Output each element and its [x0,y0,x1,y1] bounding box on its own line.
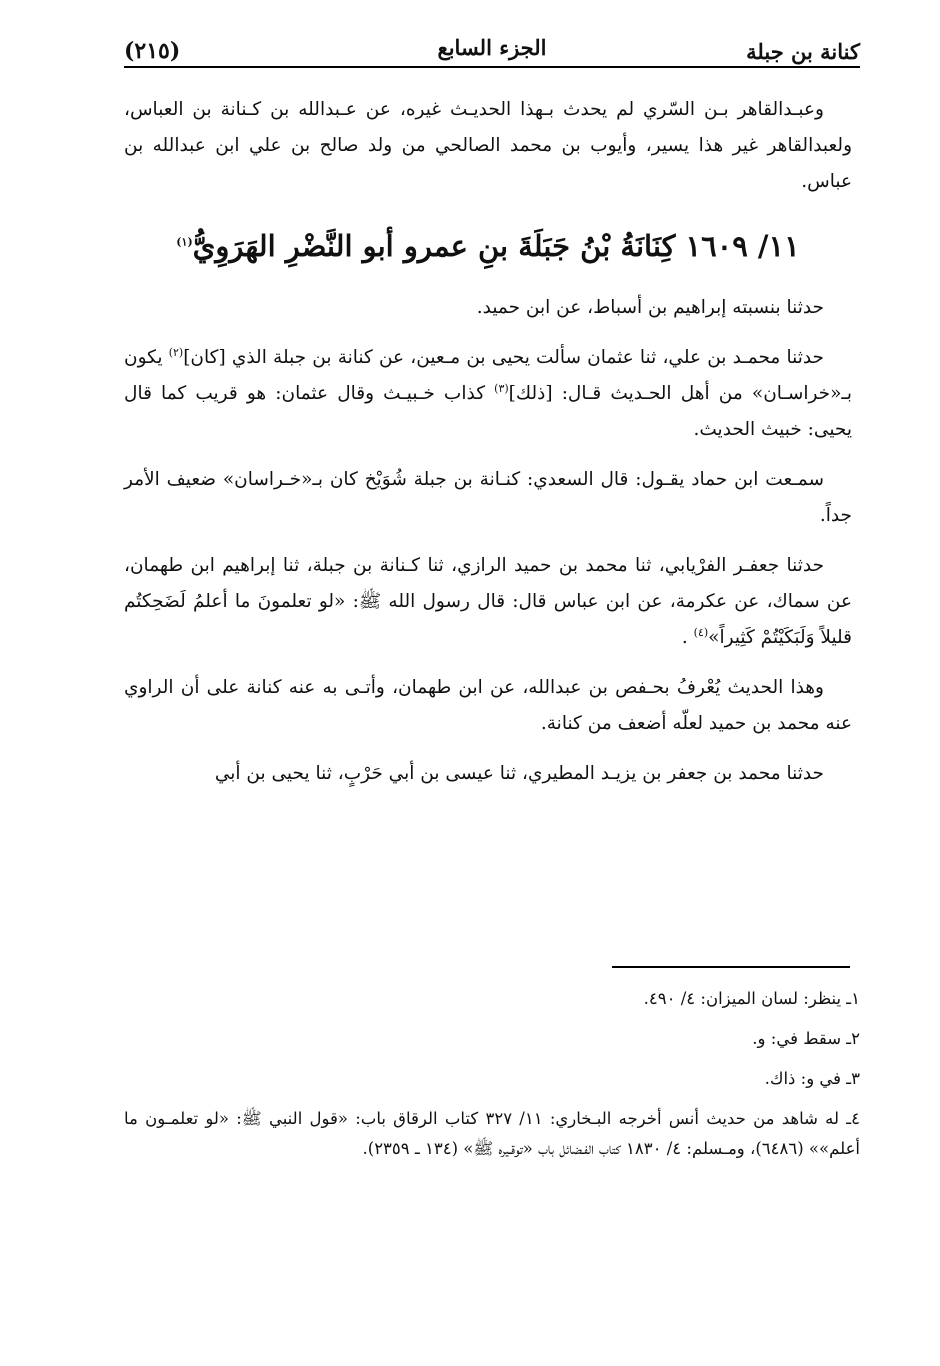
footnote-ref-1: (١) [176,235,193,249]
paragraph-6: وهذا الحديث يُعْرفُ بحـفص بن عبدالله، عن ابن طهمان، وأتـى به عنه كنانة على أن الراوي عنه محمد بن حميد لعلّه أضعف من كنانة. [124,677,852,734]
paragraph-7: حدثنا محمد بن جعفر بن يزيـد المطيري، ثنا عيسى بن أبي حَرْبٍ، ثنا يحيى بن أبي [214,763,824,784]
paragraph-3 [124,340,852,448]
footnote-4: ٤ـ له شاهد من حديث أنس أخرجه البـخاري: ١١/ ٣٢٧ كتاب الرقاق باب: «قول النبي ﷺ: «لو تعلمـون ما أعلم»» (٦٤٨٦)، ومـسلم: ٤/ ١٨٣٠ كتاب الفـضائل باب «توقـيره ﷺ» (١٣٤ ـ ٢٣٥٩). [124,1109,860,1158]
paragraph-3-part-b: يكون بـ«خراسـان» من أهل الحـديث قـال: [ذلك] [124,347,853,404]
main-text [124,92,852,806]
volume-title: الجزء السابع [437,35,547,60]
paragraph-3-part-a: حدثنا محمـد بن علي، ثنا عثمان سألت يحيى بن مـعين، عن كنانة بن جبلة الذي [كان] [183,347,824,368]
entry-heading-text: ١١/ ١٦٠٩ كِنَانَةُ بْنُ جَبَلَةَ بنِ عمرو أبو النَّضْرِ الهَرَوِيُّ [192,229,800,263]
paragraph-5-text: حدثنا جعفـر الفرْيابي، ثنا محمد بن حميد الرازي، ثنا كـنانة بن جبلة، ثنا إبراهيم ابن طهمان، عن سماك، عن عكرمة، عن ابن عباس قال: قال رسول الله ﷺ: «لو تعلمونَ ما أعلمُ لَضَحِكتُم قليلاً وَلَبَكَيْتُمْ كَثِيراً» [124,555,852,648]
paragraph-5-end: . [681,627,694,648]
page-header [124,26,860,64]
entry-heading [124,220,852,272]
footnote-1: ١ـ ينظر: لسان الميزان: ٤/ ٤٩٠. [643,989,860,1008]
footnote-ref-3: (٣) [494,381,509,395]
footnote-ref-2: (٢) [168,345,184,359]
paragraph-1: وعبـدالقاهر بـن السّري لم يحدث بـهذا الحديـث غيره، عن عـبدالله بن كـنانة بن العباس، ولعبدالقاهر غير هذا يسير، وأيوب بن محمد الصالحي من ولد صالح بن علي ابن عبدالله بن عباس. [124,99,852,192]
section-title: كنانة بن جبلة [746,39,860,64]
footnote-2: ٢ـ سقط في: و. [752,1029,860,1048]
footnote-divider [612,966,850,968]
header-divider [124,66,860,68]
paragraph-4: سمـعت ابن حماد يقـول: قال السعدي: كنـانة بن جبلة شُوَيْخ كان بـ«خـراسان» ضعيف الأمر جداً. [124,469,852,526]
paragraph-5 [124,548,852,656]
footnotes [124,984,860,1168]
footnote-3: ٣ـ في و: ذاك. [764,1069,860,1088]
paragraph-2: حدثنا بنسبته إبراهيم بن أسباط، عن ابن حميد. [476,297,824,318]
paragraph-3-part-c: كذاب خـبيـث وقال عثمان: هو قريب كما قال يحيى: خبيث الحديث. [124,383,852,440]
page-number: (٢١٥) [124,38,181,64]
footnote-ref-4: (٤) [693,625,709,639]
